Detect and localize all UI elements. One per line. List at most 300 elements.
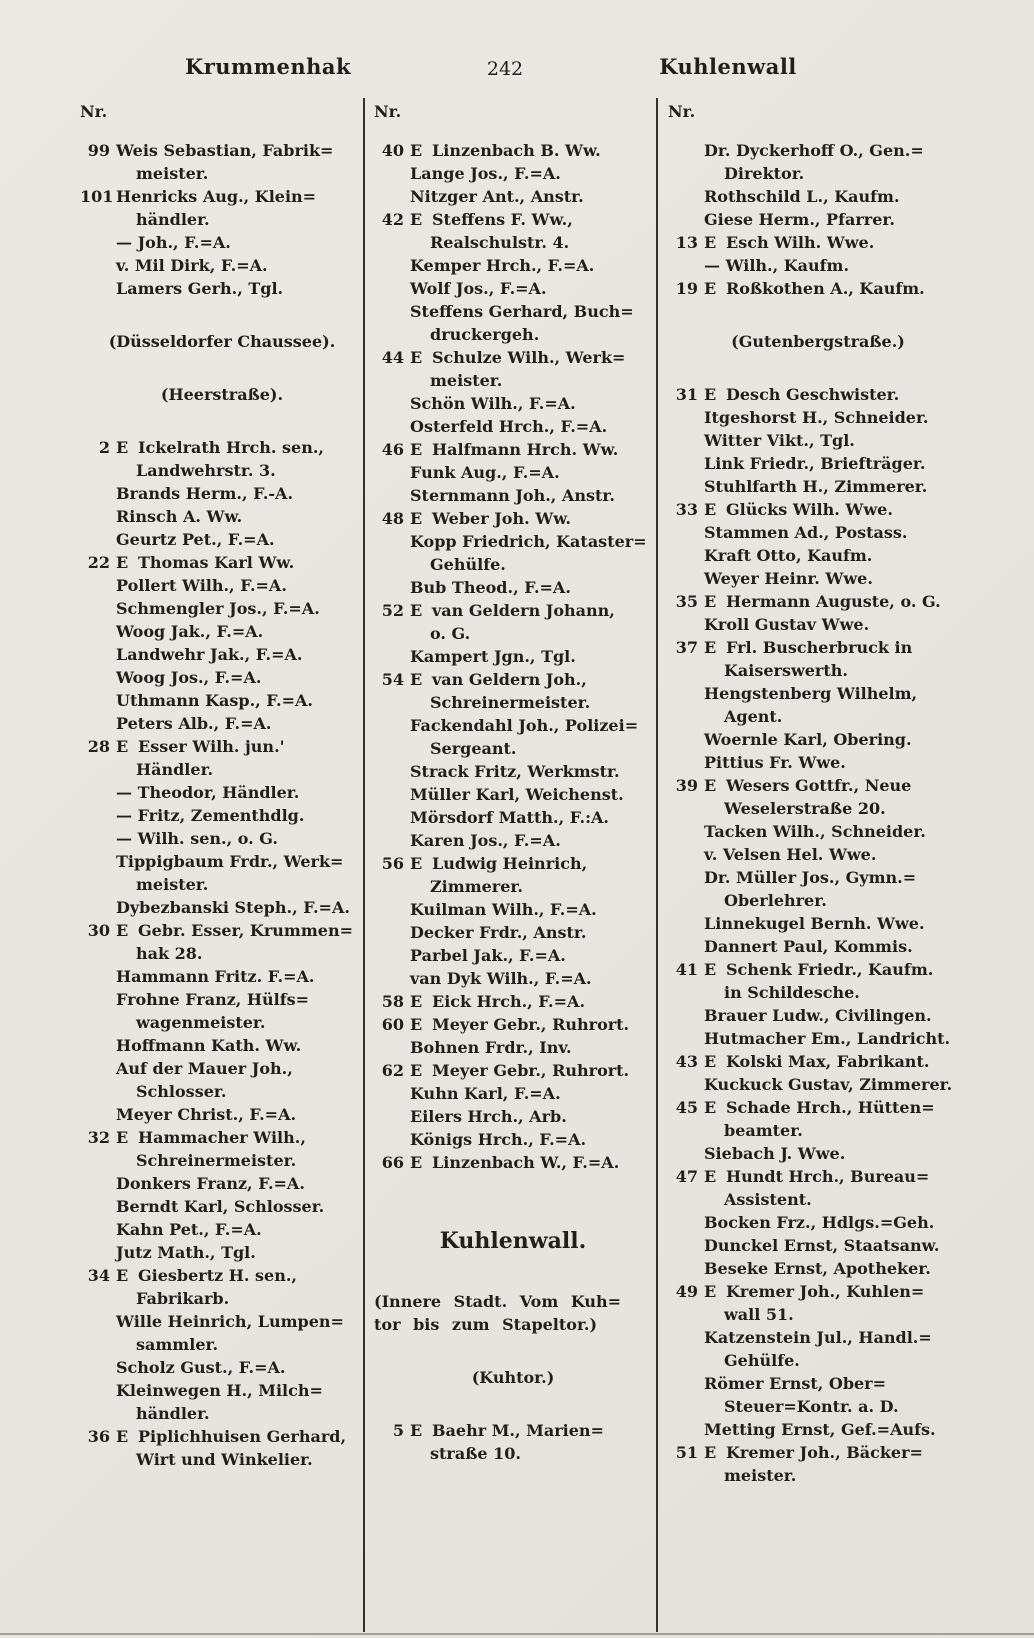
directory-entry xyxy=(80,781,364,804)
entry-text: Auf der Mauer Joh., xyxy=(116,1059,293,1078)
entry-text: Woog Jos., F.=A. xyxy=(116,668,262,687)
directory-entry xyxy=(668,820,968,843)
owner-mark: E xyxy=(704,233,717,252)
entry-text: Hoffmann Kath. Ww. xyxy=(116,1036,302,1055)
owner-mark: E xyxy=(410,210,423,229)
entry-line-continuation: Sergeant. xyxy=(430,739,517,758)
entry-line xyxy=(374,415,652,438)
entry-line-continuation: Händler. xyxy=(136,760,214,779)
owner-mark: E xyxy=(116,1266,129,1285)
entry-text: Hutmacher Em., Landricht. xyxy=(704,1029,951,1048)
entry-line xyxy=(668,636,968,659)
page-bottom-rule xyxy=(0,1633,1034,1635)
entry-line-continuation: händler. xyxy=(136,1404,210,1423)
entry-line xyxy=(668,475,968,498)
entry-text: Meyer Gebr., Ruhrort. xyxy=(432,1015,630,1034)
entry-line xyxy=(80,436,364,459)
entry-text: Glücks Wilh. Wwe. xyxy=(726,500,893,519)
directory-entry xyxy=(374,1082,652,1105)
directory-entry xyxy=(80,804,364,827)
entry-text: Rinsch A. Ww. xyxy=(116,507,243,526)
entry-line xyxy=(668,185,968,208)
owner-mark: E xyxy=(704,776,717,795)
entry-text: Königs Hrch., F.=A. xyxy=(410,1130,587,1149)
owner-mark: E xyxy=(410,1153,423,1172)
entry-line-continuation: Gehülfe. xyxy=(430,555,506,574)
entry-text: Linzenbach B. Ww. xyxy=(432,141,601,160)
house-number: 31 xyxy=(675,385,698,404)
entry-text: Itgeshorst H., Schneider. xyxy=(704,408,929,427)
directory-entry xyxy=(668,277,968,300)
entry-line-continuation: o. G. xyxy=(430,624,471,643)
entry-line xyxy=(80,551,364,574)
entry-text: Kremer Joh., Kuhlen= xyxy=(726,1282,925,1301)
directory-entry xyxy=(374,599,652,645)
directory-entry xyxy=(80,597,364,620)
directory-entry xyxy=(80,185,364,231)
entry-line xyxy=(668,452,968,475)
directory-entry xyxy=(668,636,968,682)
house-number: 60 xyxy=(381,1015,404,1034)
entry-text: Katzenstein Jul., Handl.= xyxy=(704,1328,932,1347)
directory-entry xyxy=(374,162,652,185)
entry-text: Funk Aug., F.=A. xyxy=(410,463,560,482)
directory-entry xyxy=(80,1264,364,1310)
owner-mark: E xyxy=(410,670,423,689)
entry-line-continuation: Zimmerer. xyxy=(430,877,523,896)
house-number: 54 xyxy=(381,670,404,689)
entry-line-continuation: meister. xyxy=(136,164,209,183)
entry-text: Kuckuck Gustav, Zimmerer. xyxy=(704,1075,953,1094)
entry-text: Frl. Buscherbruck in xyxy=(726,638,913,657)
house-number: 22 xyxy=(87,553,110,572)
directory-entry xyxy=(668,567,968,590)
house-number: 58 xyxy=(381,992,404,1011)
directory-entry xyxy=(668,1096,968,1142)
directory-entry xyxy=(374,139,652,162)
entry-text: Eilers Hrch., Arb. xyxy=(410,1107,567,1126)
column-divider-2 xyxy=(656,98,658,1632)
entry-text: Schmengler Jos., F.=A. xyxy=(116,599,320,618)
entry-line xyxy=(374,921,652,944)
entry-text: Linzenbach W., F.=A. xyxy=(432,1153,620,1172)
owner-mark: E xyxy=(410,601,423,620)
entry-line-continuation: Wirt und Winkelier. xyxy=(136,1450,313,1469)
entry-line xyxy=(374,1036,652,1059)
directory-entry xyxy=(80,528,364,551)
entry-text: Woog Jak., F.=A. xyxy=(116,622,264,641)
entry-line-continuation: Steuer=Kontr. a. D. xyxy=(724,1397,899,1416)
directory-entry xyxy=(668,185,968,208)
house-number: 48 xyxy=(381,509,404,528)
entry-line xyxy=(668,751,968,774)
column-3 xyxy=(668,102,968,1487)
entry-text: Ickelrath Hrch. sen., xyxy=(138,438,324,457)
directory-entry xyxy=(374,1151,652,1174)
house-number: 19 xyxy=(675,279,698,298)
entry-line xyxy=(80,827,364,850)
entry-line xyxy=(668,1234,968,1257)
directory-entry xyxy=(80,277,364,300)
entry-text: Stammen Ad., Postass. xyxy=(704,523,908,542)
note-line: (Innere Stadt. Vom Kuh= xyxy=(374,1292,622,1311)
entry-line xyxy=(668,406,968,429)
column-2-body xyxy=(374,139,652,1465)
spacer xyxy=(80,300,364,330)
entry-text: Nitzger Ant., Anstr. xyxy=(410,187,584,206)
entry-line xyxy=(374,185,652,208)
entry-text: van Geldern Johann, xyxy=(432,601,615,620)
owner-mark: E xyxy=(410,440,423,459)
directory-entry xyxy=(80,1126,364,1172)
entry-text: Hundt Hrch., Bureau= xyxy=(726,1167,930,1186)
entry-text: Osterfeld Hrch., F.=A. xyxy=(410,417,608,436)
entry-line xyxy=(668,1027,968,1050)
directory-entry xyxy=(374,277,652,300)
entry-line xyxy=(374,760,652,783)
directory-entry xyxy=(668,1073,968,1096)
directory-entry xyxy=(668,1280,968,1326)
entry-text: Thomas Karl Ww. xyxy=(138,553,295,572)
directory-entry xyxy=(374,208,652,254)
entry-line xyxy=(374,599,652,622)
owner-mark: E xyxy=(704,1282,717,1301)
entry-line xyxy=(668,820,968,843)
entry-line xyxy=(374,162,652,185)
directory-entry xyxy=(80,689,364,712)
entry-line xyxy=(374,1059,652,1082)
entry-line xyxy=(80,965,364,988)
directory-entry xyxy=(80,620,364,643)
entry-line xyxy=(80,1218,364,1241)
directory-entry xyxy=(374,254,652,277)
directory-entry xyxy=(668,774,968,820)
directory-entry xyxy=(374,829,652,852)
directory-entry xyxy=(374,898,652,921)
entry-line xyxy=(374,346,652,369)
entry-text: Lamers Gerh., Tgl. xyxy=(116,279,284,298)
directory-entry xyxy=(374,1419,652,1465)
entry-line-continuation: beamter. xyxy=(724,1121,803,1140)
directory-entry xyxy=(668,498,968,521)
entry-line xyxy=(80,804,364,827)
entry-text: Kuhn Karl, F.=A. xyxy=(410,1084,561,1103)
entry-text: — Wilh., Kaufm. xyxy=(704,256,850,275)
entry-line-continuation: Assistent. xyxy=(724,1190,812,1209)
directory-entry xyxy=(374,300,652,346)
entry-line xyxy=(374,461,652,484)
directory-entry xyxy=(668,231,968,254)
directory-entry xyxy=(668,1165,968,1211)
entry-line xyxy=(80,919,364,942)
entry-text: Pollert Wilh., F.=A. xyxy=(116,576,287,595)
entry-text: v. Velsen Hel. Wwe. xyxy=(704,845,877,864)
directory-entry xyxy=(80,1379,364,1425)
entry-line-continuation: wagenmeister. xyxy=(136,1013,266,1032)
column-1 xyxy=(80,102,364,1471)
entry-text: Tippigbaum Frdr., Werk= xyxy=(116,852,344,871)
entry-text: Woernle Karl, Obering. xyxy=(704,730,912,749)
entry-line xyxy=(374,1105,652,1128)
house-number: 47 xyxy=(675,1167,698,1186)
house-number: 13 xyxy=(675,233,698,252)
entry-line xyxy=(668,231,968,254)
directory-entry xyxy=(668,1004,968,1027)
directory-entry xyxy=(668,1211,968,1234)
entry-text: Weis Sebastian, Fabrik= xyxy=(116,141,334,160)
house-number: 30 xyxy=(87,921,110,940)
entry-line xyxy=(668,1142,968,1165)
entry-text: Jutz Math., Tgl. xyxy=(116,1243,256,1262)
directory-entry xyxy=(374,1013,652,1036)
entry-text: Römer Ernst, Ober= xyxy=(704,1374,887,1393)
entry-text: Mörsdorf Matth., F.:A. xyxy=(410,808,609,827)
entry-text: Donkers Franz, F.=A. xyxy=(116,1174,305,1193)
entry-text: Schulze Wilh., Werk= xyxy=(432,348,626,367)
entry-text: Kleinwegen H., Milch= xyxy=(116,1381,323,1400)
entry-text: Hammacher Wilh., xyxy=(138,1128,306,1147)
entry-line xyxy=(80,988,364,1011)
entry-line xyxy=(80,231,364,254)
entry-line xyxy=(668,1372,968,1395)
entry-line-continuation: Direktor. xyxy=(724,164,805,183)
directory-entry xyxy=(668,521,968,544)
entry-text: Dannert Paul, Kommis. xyxy=(704,937,913,956)
directory-entry xyxy=(668,406,968,429)
entry-line-continuation: Oberlehrer. xyxy=(724,891,827,910)
directory-entry xyxy=(374,668,652,714)
entry-line xyxy=(374,783,652,806)
entry-line xyxy=(668,590,968,613)
directory-entry xyxy=(668,429,968,452)
entry-line xyxy=(80,850,364,873)
directory-entry xyxy=(668,1050,968,1073)
directory-entry xyxy=(668,383,968,406)
entry-text: Meyer Gebr., Ruhrort. xyxy=(432,1061,630,1080)
owner-mark: E xyxy=(704,385,717,404)
entry-text: Henricks Aug., Klein= xyxy=(116,187,317,206)
house-number: 28 xyxy=(87,737,110,756)
street-sub-heading: (Düsseldorfer Chaussee). xyxy=(108,332,336,351)
directory-entry xyxy=(80,1425,364,1471)
entry-line xyxy=(668,843,968,866)
entry-line-continuation: straße 10. xyxy=(430,1444,521,1463)
directory-entry xyxy=(374,714,652,760)
spacer xyxy=(80,406,364,436)
entry-text: Kahn Pet., F.=A. xyxy=(116,1220,262,1239)
directory-entry xyxy=(668,1027,968,1050)
directory-entry xyxy=(374,185,652,208)
entry-line xyxy=(80,528,364,551)
directory-entry xyxy=(374,392,652,415)
entry-text: Bohnen Frdr., Inv. xyxy=(410,1038,572,1057)
street-sub-heading: (Gutenbergstraße.) xyxy=(731,332,905,351)
entry-line xyxy=(374,530,652,553)
entry-line xyxy=(80,1126,364,1149)
directory-entry xyxy=(668,1441,968,1487)
directory-entry xyxy=(668,1142,968,1165)
nr-label: Nr. xyxy=(374,102,402,121)
entry-line xyxy=(668,613,968,636)
directory-entry xyxy=(668,1326,968,1372)
directory-entry xyxy=(80,1241,364,1264)
owner-mark: E xyxy=(116,921,129,940)
directory-entry xyxy=(80,965,364,988)
entry-line-continuation: meister. xyxy=(430,371,503,390)
entry-line-continuation: Kaiserswerth. xyxy=(724,661,848,680)
directory-entry xyxy=(668,1234,968,1257)
owner-mark: E xyxy=(116,438,129,457)
house-number: 2 xyxy=(98,438,110,457)
entry-line xyxy=(668,1165,968,1188)
house-number: 37 xyxy=(675,638,698,657)
entry-line-continuation: Realschulstr. 4. xyxy=(430,233,570,252)
house-number: 41 xyxy=(675,960,698,979)
entry-text: Siebach J. Wwe. xyxy=(704,1144,846,1163)
entry-text: Esch Wilh. Wwe. xyxy=(726,233,875,252)
entry-line-continuation: hak 28. xyxy=(136,944,203,963)
directory-entry xyxy=(668,843,968,866)
entry-line xyxy=(374,1013,652,1036)
entry-line xyxy=(668,1257,968,1280)
entry-line-continuation: wall 51. xyxy=(724,1305,794,1324)
entry-line xyxy=(668,1073,968,1096)
directory-entry xyxy=(80,643,364,666)
note-line: tor bis zum Stapeltor.) xyxy=(374,1315,598,1334)
entry-text: Stuhlfarth H., Zimmerer. xyxy=(704,477,928,496)
directory-entry xyxy=(374,1059,652,1082)
directory-entry xyxy=(668,613,968,636)
entry-line xyxy=(668,958,968,981)
entry-text: Bocken Frz., Hdlgs.=Geh. xyxy=(704,1213,935,1232)
entry-line xyxy=(374,645,652,668)
entry-line xyxy=(80,1103,364,1126)
house-number: 45 xyxy=(675,1098,698,1117)
entry-line xyxy=(80,712,364,735)
entry-text: Fackendahl Joh., Polizei= xyxy=(410,716,639,735)
directory-entry xyxy=(374,852,652,898)
directory-entry xyxy=(374,921,652,944)
page-number: 242 xyxy=(486,58,524,80)
entry-text: — Fritz, Zementhdlg. xyxy=(116,806,305,825)
entry-text: Decker Frdr., Anstr. xyxy=(410,923,587,942)
entry-line xyxy=(668,1050,968,1073)
entry-line xyxy=(80,666,364,689)
entry-text: Beseke Ernst, Apotheker. xyxy=(704,1259,931,1278)
entry-line xyxy=(374,1128,652,1151)
entry-line xyxy=(80,1379,364,1402)
entry-text: Bub Theod., F.=A. xyxy=(410,578,571,597)
directory-entry xyxy=(80,827,364,850)
street-sub-heading: (Kuhtor.) xyxy=(471,1368,555,1387)
directory-entry xyxy=(374,645,652,668)
directory-entry xyxy=(668,1418,968,1441)
directory-entry xyxy=(80,551,364,574)
entry-line xyxy=(80,1195,364,1218)
directory-entry xyxy=(80,712,364,735)
house-number: 42 xyxy=(381,210,404,229)
entry-text: Ludwig Heinrich, xyxy=(432,854,588,873)
directory-entry xyxy=(80,988,364,1034)
entry-text: Wesers Gottfr., Neue xyxy=(726,776,912,795)
entry-line xyxy=(80,1034,364,1057)
entry-line xyxy=(668,544,968,567)
entry-line xyxy=(668,1211,968,1234)
directory-entry xyxy=(668,912,968,935)
directory-entry xyxy=(80,1034,364,1057)
house-number: 32 xyxy=(87,1128,110,1147)
column-2 xyxy=(374,102,652,1465)
entry-text: Baehr M., Marien= xyxy=(432,1421,604,1440)
entry-line xyxy=(80,277,364,300)
house-number: 36 xyxy=(87,1427,110,1446)
entry-text: Steffens F. Ww., xyxy=(432,210,573,229)
entry-line xyxy=(374,944,652,967)
entry-line-continuation: Fabrikarb. xyxy=(136,1289,230,1308)
entry-line xyxy=(80,1356,364,1379)
entry-line xyxy=(374,300,652,323)
entry-line-continuation: Landwehrstr. 3. xyxy=(136,461,276,480)
directory-entry xyxy=(80,1172,364,1195)
entry-line xyxy=(374,392,652,415)
column-3-body xyxy=(668,139,968,1487)
entry-text: Schade Hrch., Hütten= xyxy=(726,1098,935,1117)
directory-entry xyxy=(374,990,652,1013)
entry-text: Wolf Jos., F.=A. xyxy=(410,279,547,298)
house-number: 51 xyxy=(675,1443,698,1462)
owner-mark: E xyxy=(704,279,717,298)
house-number: 52 xyxy=(381,601,404,620)
entry-text: Uthmann Kasp., F.=A. xyxy=(116,691,313,710)
entry-line xyxy=(668,429,968,452)
entry-line xyxy=(80,1310,364,1333)
entry-line xyxy=(668,728,968,751)
entry-text: v. Mil Dirk, F.=A. xyxy=(116,256,268,275)
directory-entry xyxy=(80,254,364,277)
owner-mark: E xyxy=(410,854,423,873)
entry-line xyxy=(80,1057,364,1080)
entry-line-continuation: händler. xyxy=(136,210,210,229)
directory-entry xyxy=(668,254,968,277)
house-number: 49 xyxy=(675,1282,698,1301)
entry-text: Weyer Heinr. Wwe. xyxy=(704,569,873,588)
spacer xyxy=(374,1389,652,1419)
entry-text: Halfmann Hrch. Ww. xyxy=(432,440,619,459)
entry-text: Eick Hrch., F.=A. xyxy=(432,992,586,1011)
directory-entry xyxy=(80,1103,364,1126)
entry-line xyxy=(80,1425,364,1448)
entry-text: Weber Joh. Ww. xyxy=(432,509,571,528)
directory-entry xyxy=(80,436,364,482)
entry-line xyxy=(374,898,652,921)
entry-text: Pittius Fr. Wwe. xyxy=(704,753,846,772)
house-number: 35 xyxy=(675,592,698,611)
entry-text: Landwehr Jak., F.=A. xyxy=(116,645,303,664)
directory-entry xyxy=(668,139,968,185)
entry-line xyxy=(668,521,968,544)
nr-label: Nr. xyxy=(80,102,108,121)
entry-text: Linnekugel Bernh. Wwe. xyxy=(704,914,925,933)
directory-entry xyxy=(80,1356,364,1379)
entry-text: Kroll Gustav Wwe. xyxy=(704,615,870,634)
entry-text: — Wilh. sen., o. G. xyxy=(116,829,278,848)
house-number: 99 xyxy=(87,141,110,160)
entry-line xyxy=(374,990,652,1013)
entry-line xyxy=(374,139,652,162)
entry-line xyxy=(668,498,968,521)
entry-text: Kolski Max, Fabrikant. xyxy=(726,1052,930,1071)
entry-line xyxy=(374,714,652,737)
